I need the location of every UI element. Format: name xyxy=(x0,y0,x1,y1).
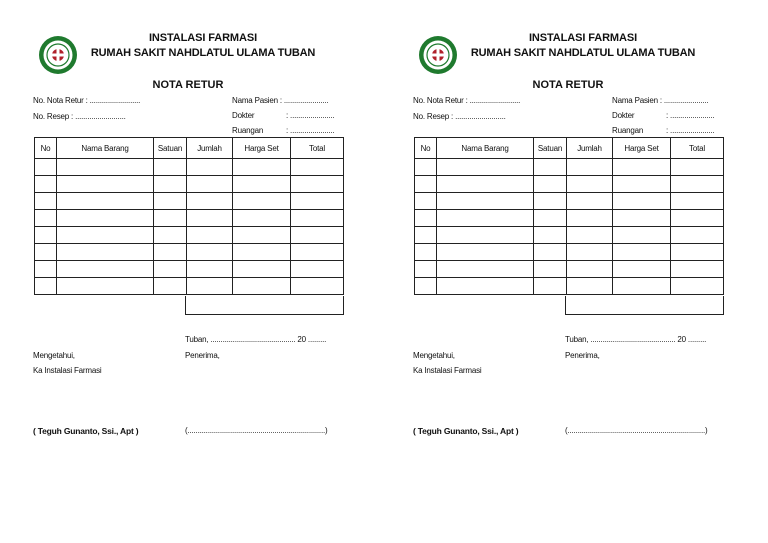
table-row xyxy=(415,244,724,261)
col-header-no: No xyxy=(415,138,437,159)
table-cell[interactable] xyxy=(233,227,291,244)
table-cell[interactable] xyxy=(57,210,154,227)
table-cell[interactable] xyxy=(57,193,154,210)
table-cell[interactable] xyxy=(613,210,671,227)
nota-retur-form-left xyxy=(33,0,363,460)
col-header-nama-barang: Nama Barang xyxy=(437,138,534,159)
table-cell[interactable] xyxy=(233,210,291,227)
form-title: NOTA RETUR xyxy=(532,79,604,91)
field-ruangan-label: Ruangan xyxy=(232,126,264,135)
table-cell[interactable] xyxy=(567,261,613,278)
header-line1: INSTALASI FARMASI xyxy=(148,32,258,44)
table-cell[interactable] xyxy=(154,261,187,278)
table-cell[interactable] xyxy=(57,278,154,295)
field-dokter-value[interactable]: : ...................... xyxy=(286,111,335,120)
items-table xyxy=(34,137,344,295)
table-cell[interactable] xyxy=(437,193,534,210)
table-cell[interactable] xyxy=(613,159,671,176)
total-summary-box[interactable] xyxy=(565,296,724,315)
table-cell[interactable] xyxy=(187,227,233,244)
table-row xyxy=(35,176,344,193)
table-cell[interactable] xyxy=(233,244,291,261)
col-header-jumlah: Jumlah xyxy=(567,138,613,159)
table-cell[interactable] xyxy=(291,227,344,244)
table-cell[interactable] xyxy=(291,159,344,176)
table-cell[interactable] xyxy=(613,278,671,295)
table-cell[interactable] xyxy=(534,159,567,176)
table-cell[interactable] xyxy=(567,227,613,244)
table-cell[interactable] xyxy=(567,278,613,295)
table-cell[interactable] xyxy=(154,193,187,210)
table-cell[interactable] xyxy=(534,176,567,193)
table-row xyxy=(35,159,344,176)
table-cell[interactable] xyxy=(567,159,613,176)
field-dokter-label: Dokter xyxy=(612,111,635,120)
table-cell[interactable] xyxy=(154,278,187,295)
hospital-logo-icon xyxy=(38,35,78,75)
table-row xyxy=(415,159,724,176)
table-cell[interactable] xyxy=(187,261,233,278)
field-dokter-value[interactable]: : ...................... xyxy=(666,111,715,120)
table-cell[interactable] xyxy=(415,176,437,193)
field-nama-pasien[interactable]: Nama Pasien : ...................... xyxy=(232,96,329,105)
table-cell[interactable] xyxy=(415,278,437,295)
header-line2: RUMAH SAKIT NAHDLATUL ULAMA TUBAN xyxy=(90,47,316,59)
table-cell[interactable] xyxy=(35,176,57,193)
table-cell[interactable] xyxy=(437,227,534,244)
table-cell[interactable] xyxy=(415,244,437,261)
place-date-line[interactable]: Tuban, .......................................... 20 ......... xyxy=(185,335,327,344)
table-cell[interactable] xyxy=(154,244,187,261)
table-row xyxy=(415,261,724,278)
field-resep[interactable]: No. Resep : ......................... xyxy=(413,112,506,121)
table-cell[interactable] xyxy=(613,176,671,193)
table-cell[interactable] xyxy=(187,210,233,227)
field-resep[interactable]: No. Resep : ......................... xyxy=(33,112,126,121)
table-row xyxy=(35,210,344,227)
table-row xyxy=(415,227,724,244)
table-cell[interactable] xyxy=(57,227,154,244)
table-cell[interactable] xyxy=(291,244,344,261)
table-cell[interactable] xyxy=(35,193,57,210)
total-summary-box[interactable] xyxy=(185,296,344,315)
table-cell[interactable] xyxy=(35,278,57,295)
field-ruangan-value[interactable]: : ...................... xyxy=(286,126,335,135)
table-cell[interactable] xyxy=(437,261,534,278)
mengetahui-label: Mengetahui, xyxy=(33,351,75,360)
table-cell[interactable] xyxy=(415,193,437,210)
table-cell[interactable] xyxy=(437,210,534,227)
table-cell[interactable] xyxy=(671,261,724,278)
table-cell[interactable] xyxy=(291,261,344,278)
table-cell[interactable] xyxy=(437,159,534,176)
col-header-total: Total xyxy=(291,138,344,159)
table-row xyxy=(35,261,344,278)
field-nota-retur[interactable]: No. Nota Retur : ......................... xyxy=(33,96,141,105)
table-row xyxy=(35,278,344,295)
ka-instalasi-label: Ka Instalasi Farmasi xyxy=(413,366,482,375)
header-line2: RUMAH SAKIT NAHDLATUL ULAMA TUBAN xyxy=(470,47,696,59)
table-cell[interactable] xyxy=(415,227,437,244)
col-header-nama-barang: Nama Barang xyxy=(57,138,154,159)
table-cell[interactable] xyxy=(671,227,724,244)
table-cell[interactable] xyxy=(187,244,233,261)
table-cell[interactable] xyxy=(187,176,233,193)
items-table xyxy=(414,137,724,295)
table-cell[interactable] xyxy=(187,278,233,295)
table-cell[interactable] xyxy=(415,210,437,227)
table-cell[interactable] xyxy=(567,193,613,210)
table-cell[interactable] xyxy=(233,261,291,278)
receiver-signature-line[interactable]: (....................................................................) xyxy=(565,426,708,435)
table-cell[interactable] xyxy=(57,159,154,176)
form-title: NOTA RETUR xyxy=(152,79,224,91)
table-cell[interactable] xyxy=(187,193,233,210)
mengetahui-label: Mengetahui, xyxy=(413,351,455,360)
table-cell[interactable] xyxy=(437,244,534,261)
table-cell[interactable] xyxy=(35,159,57,176)
table-cell[interactable] xyxy=(437,278,534,295)
table-cell[interactable] xyxy=(57,261,154,278)
place-date-line[interactable]: Tuban, .......................................... 20 ......... xyxy=(565,335,707,344)
col-header-no: No xyxy=(35,138,57,159)
table-cell[interactable] xyxy=(291,278,344,295)
table-cell[interactable] xyxy=(534,227,567,244)
table-cell[interactable] xyxy=(534,261,567,278)
table-cell[interactable] xyxy=(534,278,567,295)
table-cell[interactable] xyxy=(613,227,671,244)
penerima-label: Penerima, xyxy=(185,351,220,360)
table-cell[interactable] xyxy=(671,193,724,210)
table-cell[interactable] xyxy=(613,244,671,261)
table-cell[interactable] xyxy=(613,261,671,278)
table-cell[interactable] xyxy=(671,176,724,193)
field-nama-pasien[interactable]: Nama Pasien : ...................... xyxy=(612,96,709,105)
table-cell[interactable] xyxy=(291,193,344,210)
field-nota-retur[interactable]: No. Nota Retur : ......................... xyxy=(413,96,521,105)
table-cell[interactable] xyxy=(671,278,724,295)
field-ruangan-label: Ruangan xyxy=(612,126,644,135)
col-header-harga-set: Harga Set xyxy=(233,138,291,159)
ka-instalasi-label: Ka Instalasi Farmasi xyxy=(33,366,102,375)
table-row xyxy=(415,210,724,227)
table-cell[interactable] xyxy=(57,244,154,261)
col-header-total: Total xyxy=(671,138,724,159)
table-row xyxy=(35,227,344,244)
table-row xyxy=(415,193,724,210)
table-cell[interactable] xyxy=(187,159,233,176)
table-cell[interactable] xyxy=(35,261,57,278)
table-cell[interactable] xyxy=(534,210,567,227)
table-row xyxy=(415,278,724,295)
table-cell[interactable] xyxy=(154,210,187,227)
table-cell[interactable] xyxy=(567,176,613,193)
field-dokter-label: Dokter xyxy=(232,111,255,120)
table-row xyxy=(35,244,344,261)
table-cell[interactable] xyxy=(35,227,57,244)
table-cell[interactable] xyxy=(534,193,567,210)
col-header-jumlah: Jumlah xyxy=(187,138,233,159)
table-cell[interactable] xyxy=(35,210,57,227)
table-cell[interactable] xyxy=(613,193,671,210)
table-cell[interactable] xyxy=(567,244,613,261)
table-cell[interactable] xyxy=(233,159,291,176)
table-cell[interactable] xyxy=(567,210,613,227)
nota-retur-form-right xyxy=(413,0,743,460)
signatory-name: ( Teguh Gunanto, Ssi., Apt ) xyxy=(33,426,139,436)
table-cell[interactable] xyxy=(154,159,187,176)
table-row xyxy=(415,176,724,193)
table-cell[interactable] xyxy=(233,176,291,193)
col-header-satuan: Satuan xyxy=(154,138,187,159)
table-cell[interactable] xyxy=(154,176,187,193)
col-header-satuan: Satuan xyxy=(534,138,567,159)
hospital-logo-icon xyxy=(418,35,458,75)
signatory-name: ( Teguh Gunanto, Ssi., Apt ) xyxy=(413,426,519,436)
header-line1: INSTALASI FARMASI xyxy=(528,32,638,44)
table-cell[interactable] xyxy=(291,210,344,227)
table-cell[interactable] xyxy=(671,244,724,261)
table-cell[interactable] xyxy=(154,227,187,244)
table-cell[interactable] xyxy=(233,278,291,295)
table-cell[interactable] xyxy=(671,210,724,227)
penerima-label: Penerima, xyxy=(565,351,600,360)
table-cell[interactable] xyxy=(35,244,57,261)
table-cell[interactable] xyxy=(671,159,724,176)
table-cell[interactable] xyxy=(534,244,567,261)
table-cell[interactable] xyxy=(57,176,154,193)
field-ruangan-value[interactable]: : ...................... xyxy=(666,126,715,135)
table-cell[interactable] xyxy=(291,176,344,193)
table-cell[interactable] xyxy=(233,193,291,210)
table-cell[interactable] xyxy=(437,176,534,193)
table-cell[interactable] xyxy=(415,261,437,278)
col-header-harga-set: Harga Set xyxy=(613,138,671,159)
table-row xyxy=(35,193,344,210)
table-cell[interactable] xyxy=(415,159,437,176)
receiver-signature-line[interactable]: (....................................................................) xyxy=(185,426,328,435)
